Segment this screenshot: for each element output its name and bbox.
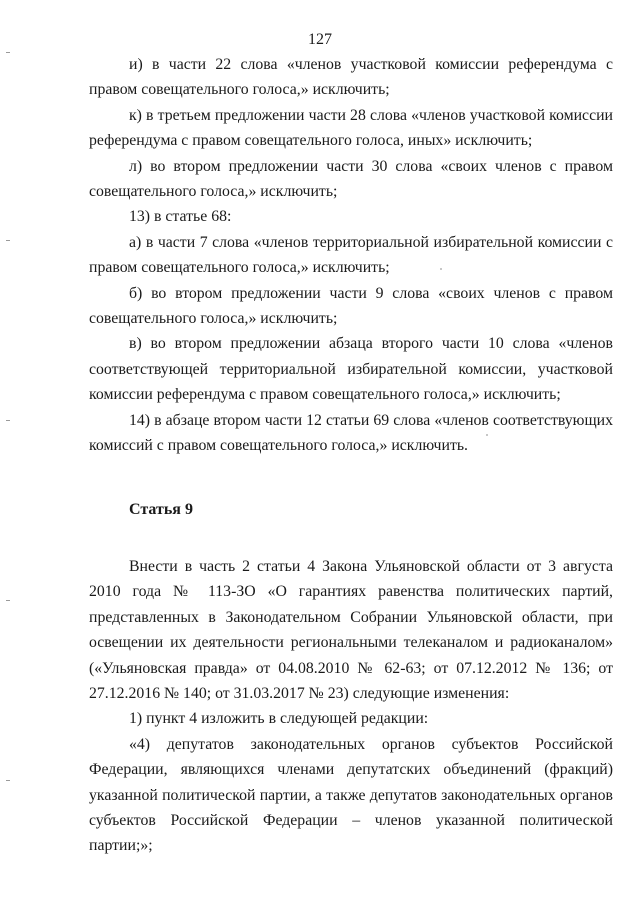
paragraph-item-l: л) во втором предложении части 30 слова «своих членов с правом совещательного голоса,» исключить; — [89, 157, 613, 201]
paragraph-item-k: к) в третьем предложении части 28 слова «членов участковой комиссии референдума с правом совещательного голоса, иных» исключить; — [89, 106, 613, 150]
paragraph-quoted-point-4: «4) депутатов законодательных органов субъектов Российской Федерации, являющихся членами депутатских объединений (фракций) указанной политической партии, а также депутатов законодательных органов субъектов Российской Федерации – членов указанной политической партии;»; — [89, 735, 613, 855]
paragraph-item-i: и) в части 22 слова «членов участковой комиссии референдума с правом совещательного голоса,» исключить; — [89, 56, 613, 99]
scan-mark — [6, 240, 10, 241]
paragraph-item-b: б) во втором предложении части 9 слова «своих членов с правом совещательного голоса,» исключить; — [89, 284, 613, 328]
paragraph-item-a: а) в части 7 слова «членов территориальной избирательной комиссии с правом совещательного голоса,» исключить; — [89, 233, 613, 277]
scan-mark — [6, 780, 10, 781]
scan-dot — [486, 434, 488, 436]
paragraph-item-13: 13) в статье 68: — [129, 208, 232, 226]
paragraph-point-1: 1) пункт 4 изложить в следующей редакции: — [129, 710, 429, 728]
article-heading: Статья 9 — [129, 500, 193, 518]
paragraph-item-14: 14) в абзаце втором части 12 статьи 69 слова «членов соответствующих комиссий с правом совещательного голоса,» исключить. — [89, 411, 613, 455]
paragraph-intro: Внести в часть 2 статьи 4 Закона Ульяновской области от 3 августа 2010 года № 113-ЗО «О гарантиях равенства политических партий, представленных в Законодательном Собрании Ульяновской области, при освещении их деятельности региональными телеканалом и радиоканалом» («Ульяновская правда» от 04.08.2010 № 62-63; от 07.12.2012 № 136; от 27.12.2016 № 140; от 31.03.2017 № 23) следующие изменения: — [89, 557, 613, 702]
scan-mark — [6, 600, 10, 601]
paragraph-item-v: в) во втором предложении абзаца второго части 10 слова «членов соответствующей территориальной избирательной комиссии, участковой комиссии референдума с правом совещательного голоса,» исключить; — [89, 335, 613, 404]
section-spacer — [89, 522, 613, 554]
scan-mark — [6, 52, 10, 53]
document-body — [89, 52, 613, 859]
section-spacer — [89, 459, 613, 497]
scan-dot — [440, 268, 442, 270]
page-number: 127 — [308, 31, 332, 48]
scan-mark — [6, 420, 10, 421]
